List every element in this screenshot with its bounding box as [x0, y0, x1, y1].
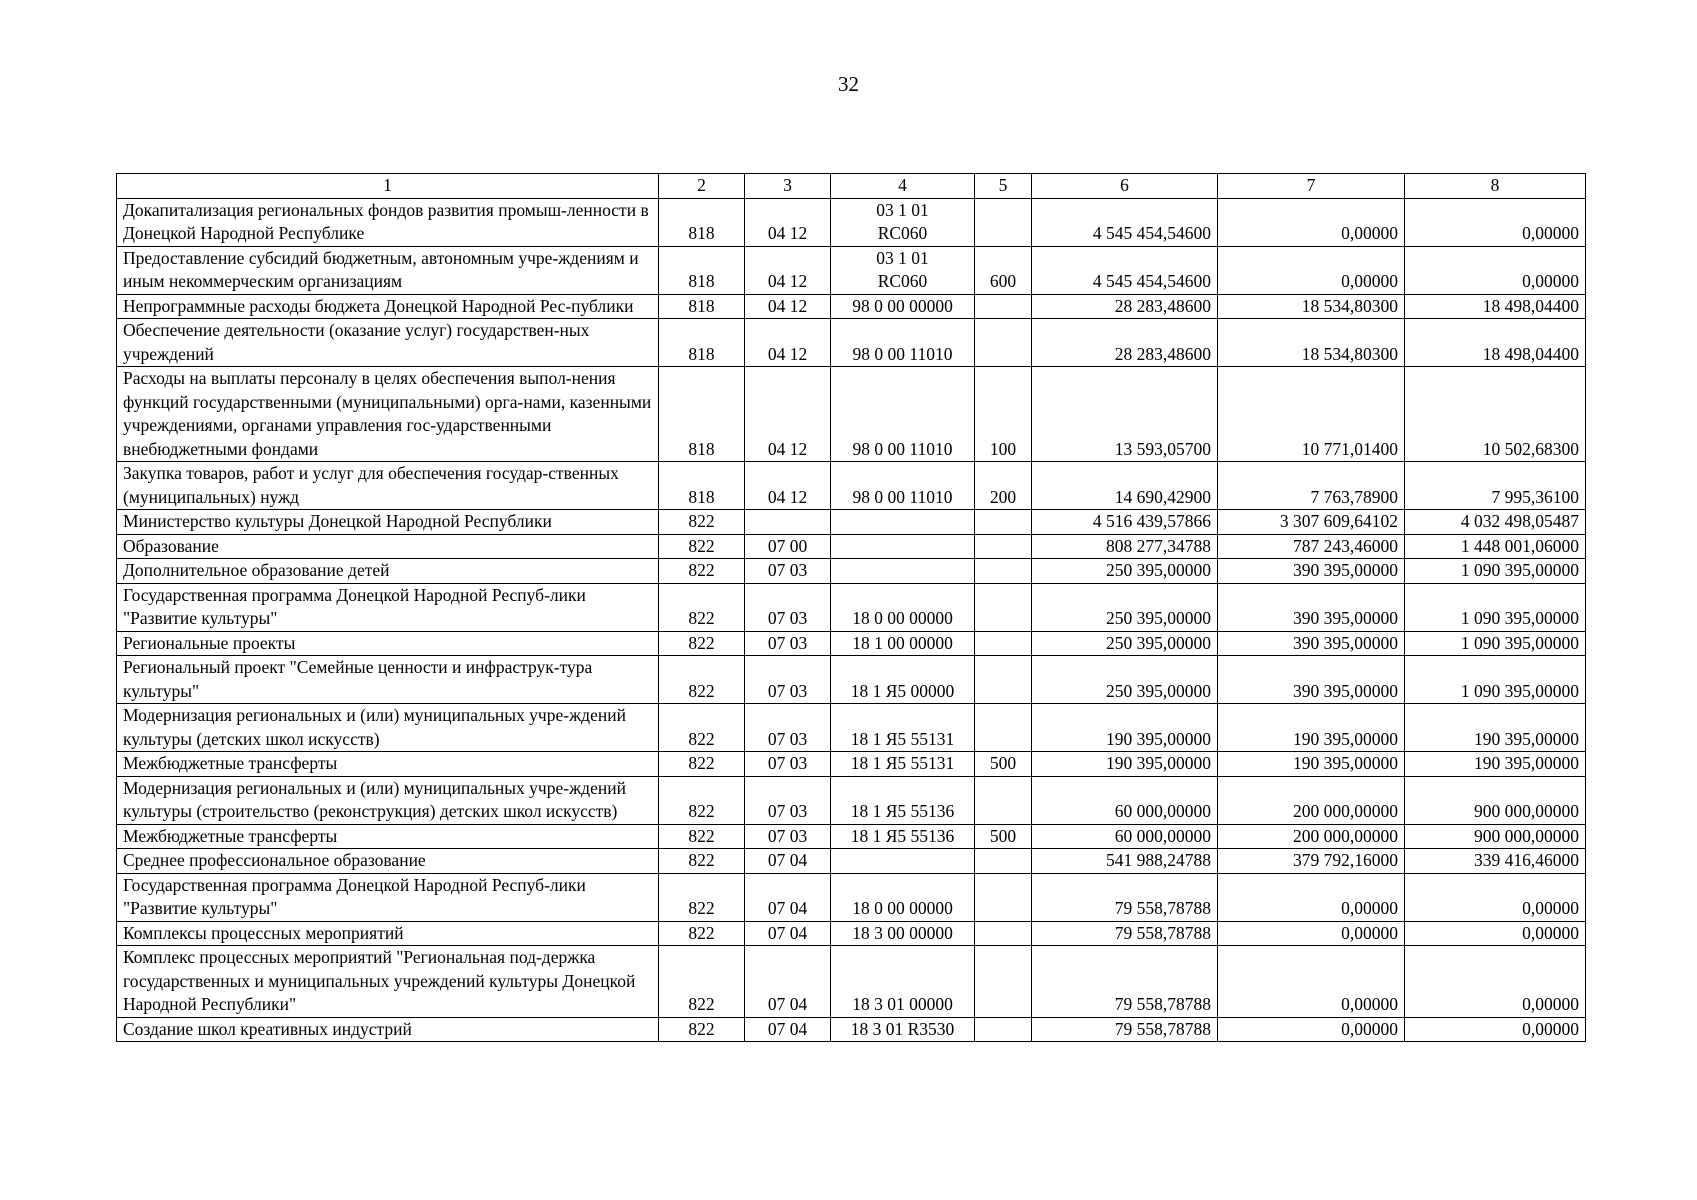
amount-col-6: 190 395,00000 [1032, 704, 1218, 752]
table-row [117, 246, 1586, 294]
section-code: 07 03 [745, 752, 831, 777]
table-row [117, 631, 1586, 656]
amount-col-6: 79 558,78788 [1032, 873, 1218, 921]
amount-col-6: 4 545 454,54600 [1032, 198, 1218, 246]
ministry-code: 822 [659, 559, 745, 584]
ministry-code: 822 [659, 873, 745, 921]
target-article-code [831, 462, 975, 510]
target-article-code [831, 319, 975, 367]
expense-type-code [975, 704, 1032, 752]
amount-col-6: 190 395,00000 [1032, 752, 1218, 777]
amount-col-7: 10 771,01400 [1218, 367, 1405, 462]
section-code: 04 12 [745, 367, 831, 462]
amount-col-8: 0,00000 [1405, 921, 1586, 946]
expense-type-code [975, 656, 1032, 704]
amount-col-6: 250 395,00000 [1032, 631, 1218, 656]
table-row [117, 583, 1586, 631]
amount-col-6: 60 000,00000 [1032, 824, 1218, 849]
amount-col-7: 390 395,00000 [1218, 631, 1405, 656]
expense-type-code [975, 631, 1032, 656]
expense-type-code [975, 510, 1032, 535]
table-row [117, 559, 1586, 584]
table-row [117, 510, 1586, 535]
amount-col-8: 900 000,00000 [1405, 824, 1586, 849]
table-row [117, 752, 1586, 777]
expense-name: Создание школ креативных индустрий [117, 1017, 659, 1042]
expense-type-code [975, 198, 1032, 246]
amount-col-7: 390 395,00000 [1218, 583, 1405, 631]
amount-col-6: 250 395,00000 [1032, 656, 1218, 704]
section-code: 07 04 [745, 946, 831, 1018]
expense-type-code [975, 776, 1032, 824]
amount-col-7: 18 534,80300 [1218, 294, 1405, 319]
target-article-code-line1: 03 1 01 [876, 199, 929, 220]
amount-col-7: 190 395,00000 [1218, 704, 1405, 752]
target-article-code-line2: 18 1 Я5 55131 [850, 753, 955, 773]
target-article-code-line2: 98 0 00 11010 [852, 343, 953, 364]
section-code [745, 510, 831, 535]
table-row [117, 921, 1586, 946]
expense-name: Государственная программа Донецкой Народной Респуб-лики "Развитие культуры" [117, 873, 659, 921]
amount-col-7: 787 243,46000 [1218, 534, 1405, 559]
section-code: 07 03 [745, 824, 831, 849]
table-row [117, 319, 1586, 367]
target-article-code [831, 510, 975, 535]
table-row [117, 849, 1586, 874]
amount-col-7: 0,00000 [1218, 1017, 1405, 1042]
target-article-code-line2: RC060 [877, 271, 928, 291]
amount-col-8: 10 502,68300 [1405, 367, 1586, 462]
budget-table [116, 173, 1586, 1042]
amount-col-6: 250 395,00000 [1032, 583, 1218, 631]
amount-col-7: 190 395,00000 [1218, 752, 1405, 777]
ministry-code: 822 [659, 1017, 745, 1042]
amount-col-6: 4 516 439,57866 [1032, 510, 1218, 535]
target-article-code [831, 294, 975, 319]
target-article-code [831, 946, 975, 1018]
amount-col-7: 200 000,00000 [1218, 824, 1405, 849]
expense-type-code [975, 946, 1032, 1018]
ministry-code: 822 [659, 631, 745, 656]
expense-type-code [975, 294, 1032, 319]
target-article-code [831, 849, 975, 874]
section-code: 04 12 [745, 319, 831, 367]
ministry-code: 818 [659, 294, 745, 319]
target-article-code-line2: 18 0 00 00000 [852, 608, 953, 628]
amount-col-6: 541 988,24788 [1032, 849, 1218, 874]
target-article-code-line2: 98 0 00 11010 [852, 438, 953, 459]
ministry-code: 818 [659, 319, 745, 367]
amount-col-7: 390 395,00000 [1218, 559, 1405, 584]
expense-name: Межбюджетные трансферты [117, 824, 659, 849]
column-header-7: 7 [1218, 174, 1405, 199]
table-row [117, 656, 1586, 704]
ministry-code: 822 [659, 704, 745, 752]
table-row [117, 873, 1586, 921]
target-article-code-line2: 18 1 00 00000 [852, 632, 953, 653]
target-article-code [831, 583, 975, 631]
amount-col-8: 0,00000 [1405, 946, 1586, 1018]
amount-col-8: 0,00000 [1405, 873, 1586, 921]
table-body [117, 198, 1586, 1042]
expense-type-code: 500 [975, 752, 1032, 777]
table-row [117, 294, 1586, 319]
ministry-code: 822 [659, 849, 745, 874]
target-article-code [831, 631, 975, 656]
expense-name: Предоставление субсидий бюджетным, автономным учре-ждениям и иным некоммерческим организациям [117, 246, 659, 294]
expense-name: Дополнительное образование детей [117, 559, 659, 584]
page-number: 32 [838, 72, 859, 96]
amount-col-8: 339 416,46000 [1405, 849, 1586, 874]
column-header-3: 3 [745, 174, 831, 199]
expense-type-code [975, 1017, 1032, 1042]
amount-col-7: 200 000,00000 [1218, 776, 1405, 824]
expense-name: Министерство культуры Донецкой Народной Республики [117, 510, 659, 535]
table-row [117, 704, 1586, 752]
expense-name: Региональные проекты [117, 631, 659, 656]
amount-col-8: 1 090 395,00000 [1405, 559, 1586, 584]
amount-col-6: 13 593,05700 [1032, 367, 1218, 462]
target-article-code [831, 534, 975, 559]
section-code: 07 04 [745, 873, 831, 921]
ministry-code: 822 [659, 583, 745, 631]
expense-name: Региональный проект "Семейные ценности и инфраструк-тура культуры" [117, 656, 659, 704]
expense-name: Непрограммные расходы бюджета Донецкой Народной Рес-публики [117, 294, 659, 319]
ministry-code: 818 [659, 367, 745, 462]
amount-col-8: 0,00000 [1405, 198, 1586, 246]
amount-col-8: 18 498,04400 [1405, 319, 1586, 367]
section-code: 07 03 [745, 559, 831, 584]
amount-col-8: 1 448 001,06000 [1405, 534, 1586, 559]
expense-type-code [975, 559, 1032, 584]
target-article-code [831, 246, 975, 294]
section-code: 07 03 [745, 583, 831, 631]
amount-col-7: 0,00000 [1218, 946, 1405, 1018]
amount-col-8: 190 395,00000 [1405, 704, 1586, 752]
section-code: 04 12 [745, 462, 831, 510]
column-header-4: 4 [831, 174, 975, 199]
amount-col-7: 379 792,16000 [1218, 849, 1405, 874]
amount-col-6: 28 283,48600 [1032, 294, 1218, 319]
expense-name: Обеспечение деятельности (оказание услуг) государствен-ных учреждений [117, 319, 659, 367]
amount-col-7: 3 307 609,64102 [1218, 510, 1405, 535]
expense-name: Межбюджетные трансферты [117, 752, 659, 777]
amount-col-8: 190 395,00000 [1405, 752, 1586, 777]
section-code: 07 04 [745, 1017, 831, 1042]
ministry-code: 822 [659, 776, 745, 824]
expense-name: Модернизация региональных и (или) муниципальных учре-ждений культуры (детских школ искусств) [117, 704, 659, 752]
column-header-8: 8 [1405, 174, 1586, 199]
target-article-code-line2: RC060 [877, 223, 928, 243]
amount-col-7: 0,00000 [1218, 246, 1405, 294]
amount-col-7: 7 763,78900 [1218, 462, 1405, 510]
table-row [117, 946, 1586, 1018]
amount-col-6: 79 558,78788 [1032, 1017, 1218, 1042]
table-row [117, 776, 1586, 824]
ministry-code: 822 [659, 921, 745, 946]
amount-col-8: 18 498,04400 [1405, 294, 1586, 319]
expense-type-code: 600 [975, 246, 1032, 294]
ministry-code: 818 [659, 462, 745, 510]
amount-col-6: 4 545 454,54600 [1032, 246, 1218, 294]
section-code: 04 12 [745, 246, 831, 294]
target-article-code-line2: 18 3 00 00000 [852, 922, 953, 943]
column-header-2: 2 [659, 174, 745, 199]
ministry-code: 822 [659, 656, 745, 704]
section-code: 07 03 [745, 656, 831, 704]
target-article-code-line2: 18 1 Я5 55131 [850, 728, 955, 749]
column-header-5: 5 [975, 174, 1032, 199]
ministry-code: 822 [659, 752, 745, 777]
expense-type-code: 200 [975, 462, 1032, 510]
section-code: 07 00 [745, 534, 831, 559]
target-article-code-line2: 98 0 00 11010 [852, 486, 953, 507]
section-code: 07 04 [745, 921, 831, 946]
expense-name: Комплекс процессных мероприятий "Региональная под-держка государственных и муниципальных учреждений культуры Донецкой Народной Республики" [117, 946, 659, 1018]
expense-type-code [975, 873, 1032, 921]
target-article-code [831, 752, 975, 777]
expense-type-code [975, 534, 1032, 559]
target-article-code [831, 776, 975, 824]
amount-col-6: 14 690,42900 [1032, 462, 1218, 510]
expense-type-code [975, 319, 1032, 367]
expense-type-code [975, 849, 1032, 874]
expense-type-code: 100 [975, 367, 1032, 462]
amount-col-6: 79 558,78788 [1032, 946, 1218, 1018]
ministry-code: 822 [659, 824, 745, 849]
target-article-code-line2: 18 1 Я5 55136 [850, 825, 955, 846]
expense-name: Среднее профессиональное образование [117, 849, 659, 874]
amount-col-8: 0,00000 [1405, 246, 1586, 294]
amount-col-7: 0,00000 [1218, 921, 1405, 946]
amount-col-6: 250 395,00000 [1032, 559, 1218, 584]
amount-col-7: 390 395,00000 [1218, 656, 1405, 704]
ministry-code: 822 [659, 534, 745, 559]
amount-col-8: 1 090 395,00000 [1405, 631, 1586, 656]
section-code: 07 03 [745, 776, 831, 824]
expense-name: Образование [117, 534, 659, 559]
target-article-code-line2: 18 0 00 00000 [852, 898, 953, 918]
ministry-code: 818 [659, 246, 745, 294]
expense-name: Расходы на выплаты персоналу в целях обеспечения выпол-нения функций государственными (муниципальными) орга-нами, казенными учреждениями, органами управления гос-ударственными внебюджетными фондами [117, 367, 659, 462]
amount-col-6: 60 000,00000 [1032, 776, 1218, 824]
section-code: 07 03 [745, 704, 831, 752]
section-code: 04 12 [745, 198, 831, 246]
target-article-code-line2: 18 1 Я5 00000 [850, 680, 955, 701]
target-article-code [831, 1017, 975, 1042]
target-article-code-line2: 18 1 Я5 55136 [850, 801, 955, 821]
table-row [117, 198, 1586, 246]
section-code: 04 12 [745, 294, 831, 319]
target-article-code [831, 704, 975, 752]
target-article-code [831, 198, 975, 246]
expense-type-code: 500 [975, 824, 1032, 849]
amount-col-8: 0,00000 [1405, 1017, 1586, 1042]
ministry-code: 818 [659, 198, 745, 246]
amount-col-6: 28 283,48600 [1032, 319, 1218, 367]
column-header-1: 1 [117, 174, 659, 199]
table-row [117, 824, 1586, 849]
target-article-code-line2: 18 3 01 00000 [852, 994, 953, 1014]
target-article-code [831, 824, 975, 849]
ministry-code: 822 [659, 510, 745, 535]
header-row [117, 174, 1586, 199]
target-article-code [831, 656, 975, 704]
section-code: 07 03 [745, 631, 831, 656]
target-article-code [831, 559, 975, 584]
amount-col-8: 4 032 498,05487 [1405, 510, 1586, 535]
target-article-code [831, 367, 975, 462]
amount-col-7: 18 534,80300 [1218, 319, 1405, 367]
expense-name: Комплексы процессных мероприятий [117, 921, 659, 946]
column-header-6: 6 [1032, 174, 1218, 199]
target-article-code-line2: 98 0 00 00000 [852, 295, 953, 316]
expense-name: Модернизация региональных и (или) муниципальных учре-ждений культуры (строительство (реконструкция) детских школ искусств) [117, 776, 659, 824]
target-article-code [831, 873, 975, 921]
expense-name: Закупка товаров, работ и услуг для обеспечения государ-ственных (муниципальных) нужд [117, 462, 659, 510]
target-article-code-line1: 03 1 01 [876, 247, 929, 268]
table-row [117, 1017, 1586, 1042]
amount-col-8: 900 000,00000 [1405, 776, 1586, 824]
table-header [117, 174, 1586, 199]
amount-col-8: 1 090 395,00000 [1405, 656, 1586, 704]
ministry-code: 822 [659, 946, 745, 1018]
amount-col-7: 0,00000 [1218, 198, 1405, 246]
target-article-code [831, 921, 975, 946]
amount-col-6: 79 558,78788 [1032, 921, 1218, 946]
table-row [117, 462, 1586, 510]
amount-col-6: 808 277,34788 [1032, 534, 1218, 559]
table-row [117, 534, 1586, 559]
expense-name: Докапитализация региональных фондов развития промыш-ленности в Донецкой Народной Республике [117, 198, 659, 246]
expense-type-code [975, 583, 1032, 631]
amount-col-8: 1 090 395,00000 [1405, 583, 1586, 631]
table-row [117, 367, 1586, 462]
amount-col-8: 7 995,36100 [1405, 462, 1586, 510]
target-article-code-line2: 18 3 01 R3530 [850, 1018, 955, 1039]
section-code: 07 04 [745, 849, 831, 874]
amount-col-7: 0,00000 [1218, 873, 1405, 921]
expense-type-code [975, 921, 1032, 946]
expense-name: Государственная программа Донецкой Народной Респуб-лики "Развитие культуры" [117, 583, 659, 631]
